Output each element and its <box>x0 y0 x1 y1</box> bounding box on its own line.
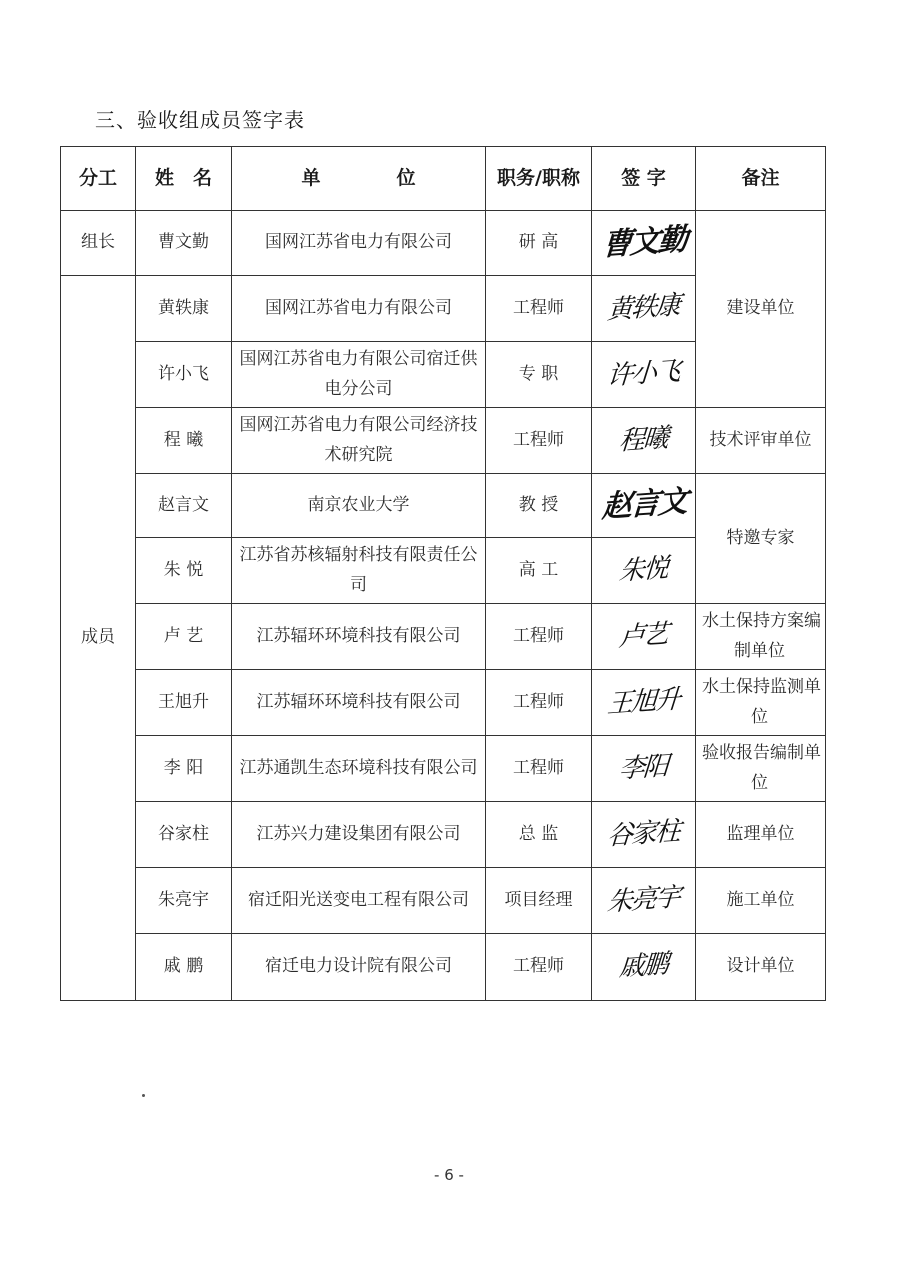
member-name: 许小飞 <box>136 342 232 408</box>
signature-cell <box>592 276 696 342</box>
remark-cell <box>696 474 826 604</box>
member-name: 李 阳 <box>136 736 232 802</box>
remark-cell <box>696 211 826 408</box>
handwritten-signature: 黄轶康 <box>606 290 681 326</box>
page-number: - 6 - <box>434 1166 464 1184</box>
handwritten-signature: 许小飞 <box>606 356 681 392</box>
handwritten-signature: 王旭升 <box>606 684 681 720</box>
member-name: 赵言文 <box>136 474 232 538</box>
signature-cell <box>592 868 696 934</box>
signature-cell <box>592 538 696 604</box>
scan-speck <box>142 1094 145 1097</box>
member-unit: 国网江苏省电力有限公司宿迁供电分公司 <box>232 342 486 408</box>
member-unit: 国网江苏省电力有限公司 <box>232 211 486 276</box>
group-member-cell: 成员 <box>61 276 136 1001</box>
remark-cell <box>696 408 826 474</box>
member-position: 工程师 <box>486 604 592 670</box>
member-position: 研 高 <box>486 211 592 276</box>
handwritten-signature: 赵言文 <box>600 484 687 526</box>
table-row <box>61 604 826 670</box>
remark-cell <box>696 934 826 1001</box>
table-header-row <box>61 147 826 211</box>
member-unit: 江苏辐环环境科技有限公司 <box>232 670 486 736</box>
member-unit: 国网江苏省电力有限公司 <box>232 276 486 342</box>
remark-cell <box>696 802 826 868</box>
signature-cell <box>592 474 696 538</box>
member-name: 戚 鹏 <box>136 934 232 1001</box>
remark-text: 验收报告编制单位 <box>702 742 821 793</box>
remark-text: 技术评审单位 <box>709 429 812 450</box>
signature-cell <box>592 670 696 736</box>
signature-cell <box>592 934 696 1001</box>
member-unit: 江苏兴力建设集团有限公司 <box>232 802 486 868</box>
table-row <box>61 408 826 474</box>
remark-text: 设计单位 <box>726 956 795 977</box>
remark-text: 施工单位 <box>726 889 795 910</box>
signature-cell <box>592 604 696 670</box>
handwritten-signature: 朱悦 <box>618 552 669 587</box>
header-signature: 签 字 <box>592 147 696 211</box>
member-position: 工程师 <box>486 736 592 802</box>
member-name: 曹文勤 <box>136 211 232 276</box>
member-position: 工程师 <box>486 276 592 342</box>
handwritten-signature: 曹文勤 <box>600 221 687 263</box>
member-unit: 宿迁阳光送变电工程有限公司 <box>232 868 486 934</box>
member-position: 项目经理 <box>486 868 592 934</box>
header-position: 职务/职称 <box>486 147 592 211</box>
remark-cell <box>696 736 826 802</box>
member-name: 朱亮宇 <box>136 868 232 934</box>
member-unit: 南京农业大学 <box>232 474 486 538</box>
group-leader-cell: 组长 <box>61 211 136 276</box>
member-position: 总 监 <box>486 802 592 868</box>
handwritten-signature: 谷家柱 <box>606 816 681 852</box>
member-position: 高 工 <box>486 538 592 604</box>
remark-cell <box>696 670 826 736</box>
member-position: 工程师 <box>486 934 592 1001</box>
table-row <box>61 211 826 276</box>
member-name: 黄轶康 <box>136 276 232 342</box>
remark-text: 监理单位 <box>726 823 795 844</box>
member-position: 工程师 <box>486 408 592 474</box>
handwritten-signature: 卢艺 <box>618 618 669 653</box>
table-row <box>61 474 826 538</box>
member-name: 谷家柱 <box>136 802 232 868</box>
remark-text: 建设单位 <box>726 298 795 319</box>
remark-text: 特邀专家 <box>726 527 795 548</box>
member-name: 程 曦 <box>136 408 232 474</box>
member-unit: 宿迁电力设计院有限公司 <box>232 934 486 1001</box>
handwritten-signature: 朱亮宇 <box>606 882 681 918</box>
table-row <box>61 802 826 868</box>
section-title: 三、验收组成员签字表 <box>95 108 305 132</box>
member-position: 专 职 <box>486 342 592 408</box>
remark-cell <box>696 868 826 934</box>
member-position: 工程师 <box>486 670 592 736</box>
header-name: 姓 名 <box>136 147 232 211</box>
remark-text: 水土保持监测单位 <box>702 676 821 727</box>
handwritten-signature: 戚鹏 <box>618 949 669 984</box>
member-unit: 江苏辐环环境科技有限公司 <box>232 604 486 670</box>
member-name: 朱 悦 <box>136 538 232 604</box>
table-row <box>61 934 826 1001</box>
signature-cell <box>592 211 696 276</box>
table-row <box>61 670 826 736</box>
remark-text: 水土保持方案编制单位 <box>702 610 821 661</box>
member-position: 教 授 <box>486 474 592 538</box>
signature-cell <box>592 802 696 868</box>
table-row <box>61 736 826 802</box>
signature-cell <box>592 736 696 802</box>
member-unit: 江苏通凯生态环境科技有限公司 <box>232 736 486 802</box>
member-unit: 国网江苏省电力有限公司经济技术研究院 <box>232 408 486 474</box>
signature-cell <box>592 342 696 408</box>
remark-cell <box>696 604 826 670</box>
acceptance-signature-table <box>60 146 826 1001</box>
handwritten-signature: 程曦 <box>618 422 669 457</box>
member-name: 王旭升 <box>136 670 232 736</box>
handwritten-signature: 李阳 <box>618 750 669 785</box>
header-role: 分工 <box>61 147 136 211</box>
header-unit: 单 位 <box>232 147 486 211</box>
member-unit: 江苏省苏核辐射科技有限责任公司 <box>232 538 486 604</box>
member-name: 卢 艺 <box>136 604 232 670</box>
header-remarks: 备注 <box>696 147 826 211</box>
table-row <box>61 868 826 934</box>
signature-cell <box>592 408 696 474</box>
